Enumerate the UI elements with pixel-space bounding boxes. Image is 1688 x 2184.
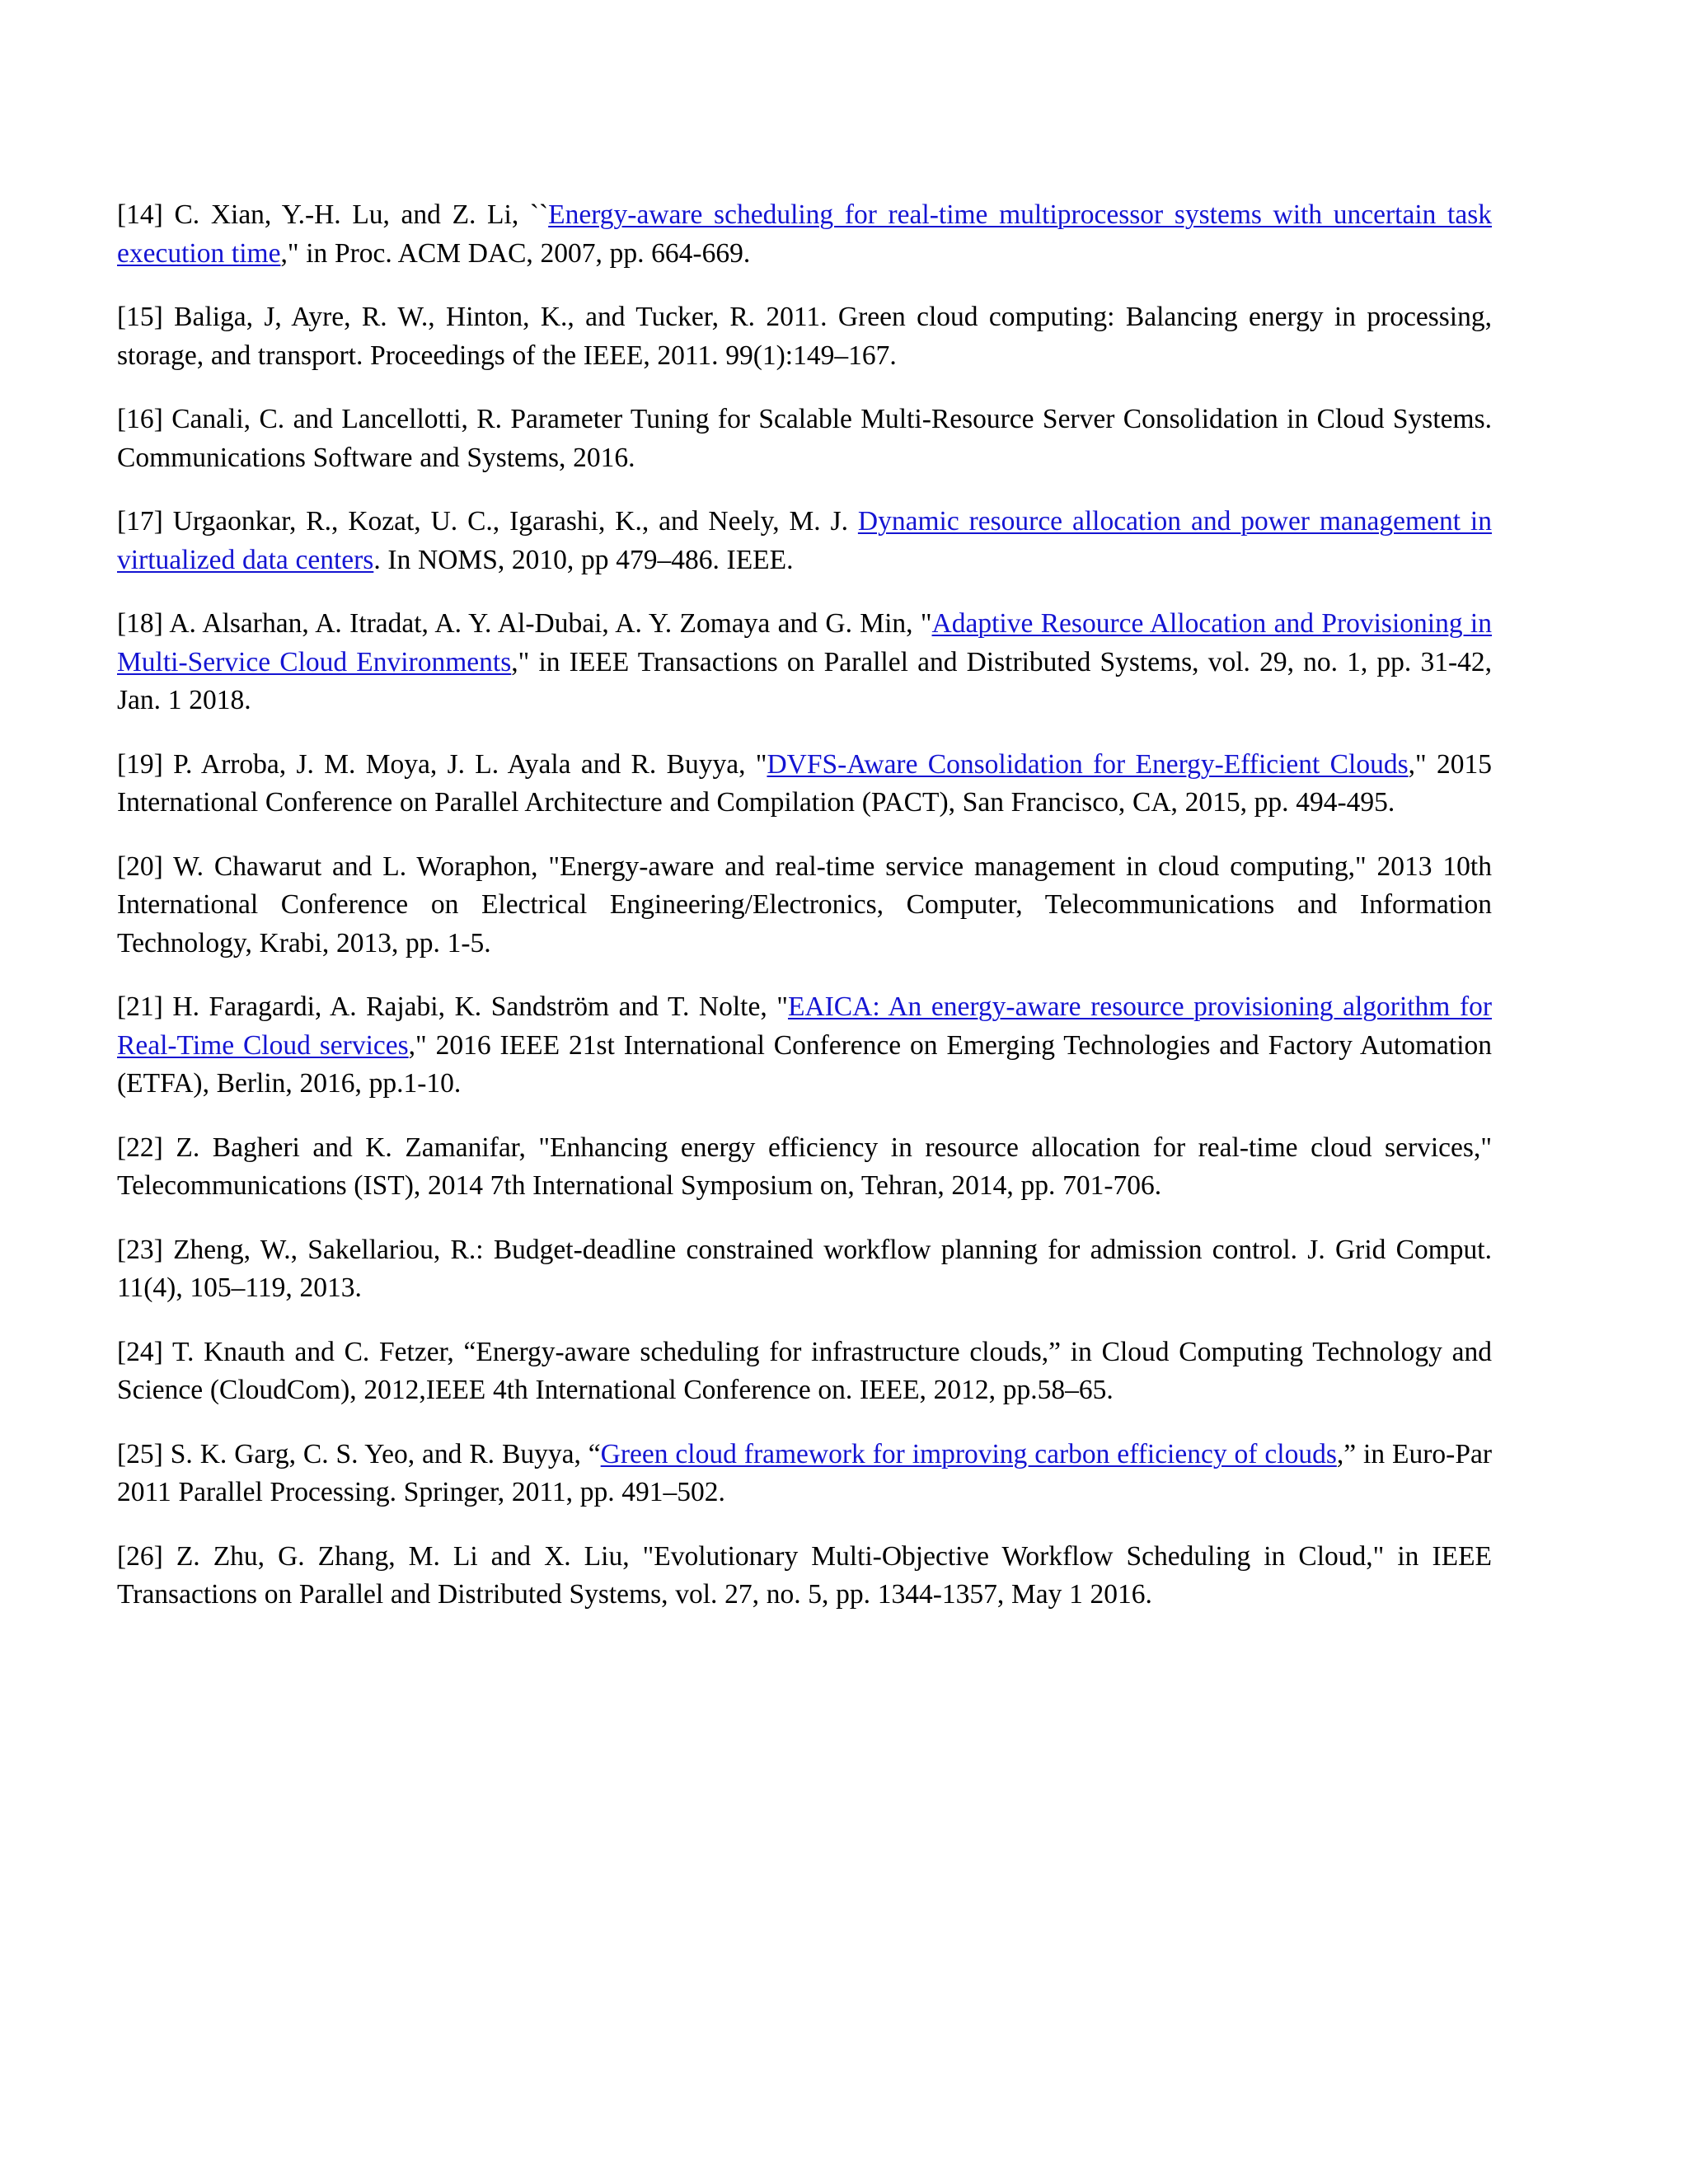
reference-entry-15 [117,298,1492,375]
reference-text-pre: [21] H. Faragardi, A. Rajabi, K. Sandström and T. Nolte, " [117,991,788,1022]
reference-text-pre: [25] S. K. Garg, C. S. Yeo, and R. Buyya, “ [117,1438,601,1469]
reference-text-pre: [16] Canali, C. and Lancellotti, R. Parameter Tuning for Scalable Multi-Resource Server Consolidation in Cloud Systems. Communications Software and Systems, 2016. [117,404,1492,473]
reference-link[interactable]: DVFS-Aware Consolidation for Energy-Efficient Clouds [767,748,1409,780]
reference-text-post: ," in Proc. ACM DAC, 2007, pp. 664-669. [280,237,751,269]
reference-entry-23 [117,1231,1492,1308]
reference-entry-25 [117,1436,1492,1512]
reference-link[interactable]: Green cloud framework for improving carbon efficiency of clouds [600,1438,1337,1469]
reference-link[interactable]: Adaptive Resource Allocation and Provisioning in Multi-Service Cloud Environments [117,608,1492,677]
reference-text-post: ,” in Euro-Par 2011 Parallel Processing. Springer, 2011, pp. 491–502. [117,1438,1492,1507]
reference-text-pre: [23] Zheng, W., Sakellariou, R.: Budget-deadline constrained workflow planning for admission control. J. Grid Comput. 11(4), 105–119, 2013. [117,1234,1492,1303]
reference-text-pre: [24] T. Knauth and C. Fetzer, “Energy-aware scheduling for infrastructure clouds,” in Cloud Computing Technology and Science (CloudCom), 2012,IEEE 4th International Conference on. IEEE, 2012, pp.58–65. [117,1336,1492,1405]
reference-text-pre: [22] Z. Bagheri and K. Zamanifar, "Enhancing energy efficiency in resource allocation for real-time cloud services," Telecommunications (IST), 2014 7th International Symposium on, Tehran, 2014, pp. 701-706. [117,1132,1492,1201]
reference-text-pre: [18] A. Alsarhan, A. Itradat, A. Y. Al-Dubai, A. Y. Zomaya and G. Min, " [117,608,932,639]
reference-entry-21 [117,988,1492,1104]
reference-link[interactable]: Energy-aware scheduling for real-time multiprocessor systems with uncertain task execution time [117,199,1492,269]
reference-text-post: ," 2016 IEEE 21st International Conference on Emerging Technologies and Factory Automation (ETFA), Berlin, 2016, pp.1-10. [117,1029,1492,1099]
reference-text-post: . In NOMS, 2010, pp 479–486. IEEE. [373,544,794,575]
reference-text-post: ," in IEEE Transactions on Parallel and Distributed Systems, vol. 29, no. 1, pp. 31-42, Jan. 1 2018. [117,646,1492,715]
reference-entry-14 [117,196,1492,273]
reference-entry-18 [117,605,1492,720]
reference-entry-22 [117,1129,1492,1206]
reference-text-pre: [19] P. Arroba, J. M. Moya, J. L. Ayala and R. Buyya, " [117,748,767,780]
reference-entry-19 [117,746,1492,823]
reference-entry-26 [117,1538,1492,1615]
reference-link[interactable]: EAICA: An energy-aware resource provisioning algorithm for Real-Time Cloud services [117,991,1493,1061]
reference-entry-20 [117,848,1492,963]
reference-text-pre: [14] C. Xian, Y.-H. Lu, and Z. Li, `` [117,199,549,230]
reference-text-post: ," 2015 International Conference on Parallel Architecture and Compilation (PACT), San Francisco, CA, 2015, pp. 494-495. [117,748,1493,818]
reference-entry-24 [117,1333,1492,1410]
reference-text-pre: [26] Z. Zhu, G. Zhang, M. Li and X. Liu, "Evolutionary Multi-Objective Workflow Scheduling in Cloud," in IEEE Transactions on Parallel and Distributed Systems, vol. 27, no. 5, pp. 1344-1357, May 1 2016. [117,1540,1492,1610]
reference-text-pre: [20] W. Chawarut and L. Woraphon, "Energy-aware and real-time service management in cloud computing," 2013 10th International Conference on Electrical Engineering/Electronics, Computer, Telecommunications and Information Technology, Krabi, 2013, pp. 1-5. [117,851,1492,958]
reference-link[interactable]: Dynamic resource allocation and power management in virtualized data centers [117,506,1492,575]
reference-text-pre: [17] Urgaonkar, R., Kozat, U. C., Igarashi, K., and Neely, M. J. [117,506,858,537]
reference-text-pre: [15] Baliga, J, Ayre, R. W., Hinton, K., and Tucker, R. 2011. Green cloud computing: Balancing energy in processing, storage, and transport. Proceedings of the IEEE, 2011. 99(1):149–167. [117,302,1492,371]
reference-entry-17 [117,503,1492,579]
references-list [117,196,1492,1615]
reference-entry-16 [117,401,1492,477]
